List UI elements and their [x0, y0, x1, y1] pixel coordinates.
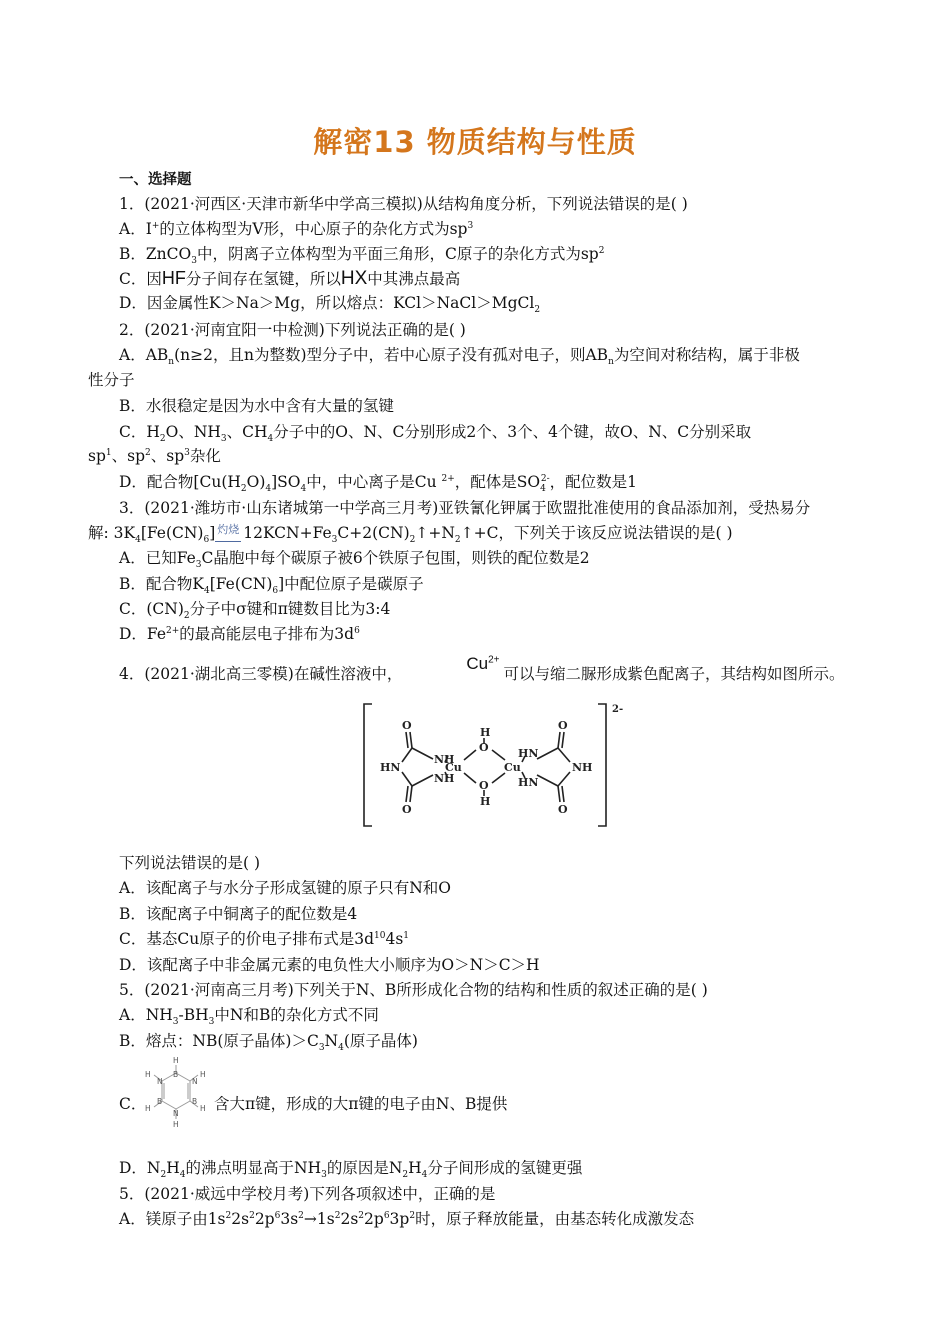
atom-label: HN [380, 761, 401, 774]
atom-label: H [480, 726, 491, 739]
q1-option-c: C．因HF分子间存在氢键，所以HX中其沸点最高 [119, 268, 461, 289]
q4-option-d: D．该配离子中非金属元素的电负性大小顺序为O＞N＞C＞H [119, 956, 540, 974]
q4-prompt: 下列说法错误的是( ) [119, 854, 261, 872]
q4-stem: 4．(2021·湖北高三零模)在碱性溶液中，$Cu^{2+}$可以与缩二脲形成紫色配离子，其结构如图所示。 [119, 654, 845, 683]
q5-option-a: A．$NH_3-BH_3$中N和B的杂化方式不同 [119, 1006, 379, 1028]
ring-atom: H [145, 1070, 151, 1079]
atom-label: O [479, 741, 489, 754]
q3-option-b: B．配合物$K_4[Fe(CN)_6]$中配位原子是碳原子 [119, 575, 424, 597]
atom-label: Cu [445, 761, 462, 774]
atom-label: H [480, 795, 491, 808]
q5-option-b: B．熔点：NB(原子晶体)$>C_3N_4$(原子晶体) [119, 1032, 418, 1054]
ring-atom: H [173, 1120, 179, 1129]
ring-atom: N [173, 1109, 179, 1118]
charge-label: 2- [612, 704, 624, 715]
q2-option-c: C．$H_2O$、$NH_3$、$CH_4$分子中的O、N、C分别形成2个、3个、4个键，故O、N、C分别采取 [119, 423, 752, 445]
atom-label: HN [518, 747, 539, 760]
q6-option-a: A．镁原子由$1s^22s^22p^63s^2\to 1s^22s^22p^63p^2$时，原子释放能量，由基态转化成激发态 [119, 1210, 695, 1228]
q3-stem: 3．(2021·潍坊市·山东诸城第一中学高三月考)亚铁氰化钾属于欧盟批准使用的食品添加剂，受热易分 [119, 499, 811, 517]
q2-option-d: D．配合物$[Cu(H_2O)_4]SO_4$中，中心离子是Cu $^{2+}$，配体是$SO_4^{2-}$，配位数是1 [119, 473, 638, 495]
q2-option-a: A．$AB_n(n\ge 2$，且n为整数)型分子中，若中心原子没有孤对电子，则$AB_n$为空间对称结构，属于非极 [119, 346, 800, 368]
ring-atom: N [157, 1077, 163, 1086]
q1-option-b: B．ZnCO$_3$中，阴离子立体构型为平面三角形，C原子的杂化方式为$sp^2$ [119, 245, 605, 267]
ring-atom: B [192, 1097, 198, 1106]
q3-option-d: D．$Fe^{2+}$的最高能层电子排布为$3d^6$ [119, 625, 360, 643]
q2-option-c-continued: $sp^1$、$sp^2$、$sp^3$杂化 [88, 447, 221, 465]
copper-biuret-complex-structure [360, 700, 624, 830]
q5-stem: 5．(2021·河南高三月考)下列关于N、B所形成化合物的结构和性质的叙述正确的是( ) [119, 981, 708, 999]
ring-atom: H [145, 1104, 151, 1113]
q3-option-a: A．已知$Fe_3C$晶胞中每个碳原子被6个铁原子包围，则铁的配位数是2 [119, 549, 590, 571]
reaction-arrow: 灼烧 [215, 520, 241, 542]
atom-label: O [479, 779, 489, 792]
ring-atom: H [173, 1056, 179, 1065]
borazine-structure [140, 1053, 210, 1153]
atom-label: NH [572, 761, 593, 774]
section-heading: 一、选择题 [119, 172, 192, 188]
ring-atom: H [200, 1104, 206, 1113]
ring-atom: H [200, 1070, 206, 1079]
page-title: 解密13 物质结构与性质 [313, 125, 637, 159]
atom-label: O [402, 803, 412, 816]
atom-label: NH [434, 772, 455, 785]
q1-option-a: A．I+的立体构型为V形，中心原子的杂化方式为$sp^3$ [119, 220, 474, 238]
q1-stem: 1．(2021·河西区·天津市新华中学高三模拟)从结构角度分析，下列说法错误的是( ) [119, 195, 688, 213]
q5-option-d: D．$N_2H_4$的沸点明显高于$NH_3$的原因是$N_2H_4$分子间形成的氢键更强 [119, 1159, 583, 1181]
atom-label: Cu [504, 761, 521, 774]
cu-ion-formula: $Cu^{2+}$ [466, 654, 500, 673]
q4-option-a: A．该配离子与水分子形成氢键的原子只有N和O [119, 879, 451, 897]
atom-label: NH [434, 753, 455, 766]
q4-option-c: C．基态Cu原子的价电子排布式是$3d^{10}4s^1$ [119, 930, 410, 948]
q2-option-b: B．水很稳定是因为水中含有大量的氢键 [119, 397, 394, 415]
q1-option-d: D．因金属性K＞Na＞Mg，所以熔点：KCl＞NaCl＞MgCl$_2$ [119, 294, 541, 316]
atom-label: O [402, 719, 412, 732]
q3-option-c: C．$(CN)_2$分子中σ键和π键数目比为3:4 [119, 600, 391, 622]
q5-option-c-text: 含大π键，形成的大π键的电子由N、B提供 [214, 1095, 508, 1113]
q2-option-a-continued: 性分子 [88, 371, 135, 389]
q3-stem-continued: 解: $3K_4[Fe(CN)_6]$ 灼烧 $12KCN+Fe_3C+2(CN)_2↑+N_2↑+C$，下列关于该反应说法错误的是( ) [88, 523, 733, 547]
atom-label: HN [518, 776, 539, 789]
atom-label: O [558, 803, 568, 816]
q2-stem: 2．(2021·河南宜阳一中检测)下列说法正确的是( ) [119, 321, 466, 339]
ring-atom: B [173, 1070, 179, 1079]
q6-stem: 5．(2021·威远中学校月考)下列各项叙述中，正确的是 [119, 1185, 496, 1203]
atom-label: O [558, 719, 568, 732]
ring-atom: N [192, 1077, 198, 1086]
ring-atom: B [157, 1097, 163, 1106]
q4-option-b: B．该配离子中铜离子的配位数是4 [119, 905, 358, 923]
q5-option-c-label: C． [119, 1095, 147, 1113]
